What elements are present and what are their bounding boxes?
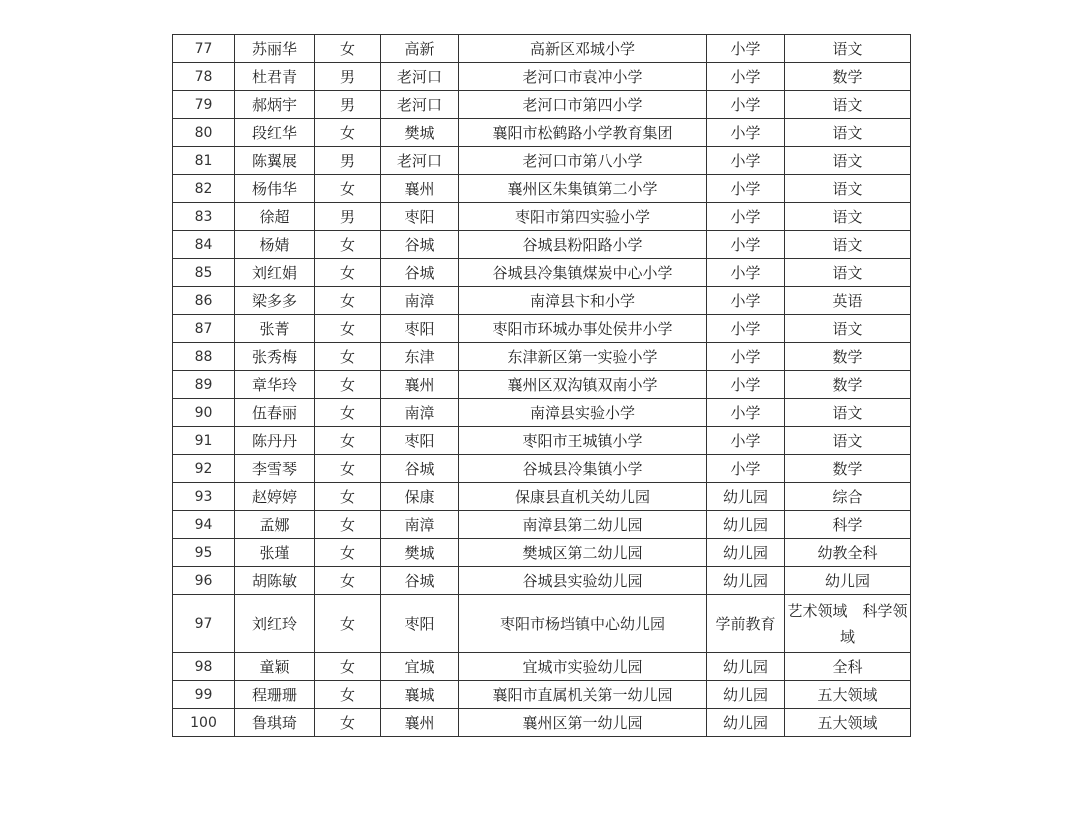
area-cell: 襄州: [381, 175, 459, 203]
row-number-cell: 85: [173, 259, 235, 287]
gender-cell: 男: [315, 63, 381, 91]
name-cell: 陈丹丹: [235, 427, 315, 455]
area-cell: 南漳: [381, 511, 459, 539]
school-level-cell: 幼儿园: [707, 681, 785, 709]
roster-table: [172, 34, 911, 737]
name-cell: 张菁: [235, 315, 315, 343]
gender-cell: 女: [315, 539, 381, 567]
school-cell: 南漳县卞和小学: [459, 287, 707, 315]
school-cell: 老河口市袁冲小学: [459, 63, 707, 91]
area-cell: 谷城: [381, 455, 459, 483]
name-cell: 梁多多: [235, 287, 315, 315]
gender-cell: 女: [315, 567, 381, 595]
school-cell: 枣阳市王城镇小学: [459, 427, 707, 455]
gender-cell: 女: [315, 175, 381, 203]
name-cell: 胡陈敏: [235, 567, 315, 595]
area-cell: 樊城: [381, 119, 459, 147]
table-row: [173, 63, 911, 91]
school-level-cell: 学前教育: [707, 595, 785, 653]
school-cell: 宜城市实验幼儿园: [459, 653, 707, 681]
table-row: [173, 511, 911, 539]
gender-cell: 女: [315, 511, 381, 539]
school-level-cell: 小学: [707, 315, 785, 343]
gender-cell: 女: [315, 259, 381, 287]
name-cell: 鲁琪琦: [235, 709, 315, 737]
gender-cell: 女: [315, 399, 381, 427]
area-cell: 老河口: [381, 91, 459, 119]
gender-cell: 女: [315, 709, 381, 737]
name-cell: 孟娜: [235, 511, 315, 539]
area-cell: 襄城: [381, 681, 459, 709]
school-level-cell: 幼儿园: [707, 539, 785, 567]
table-row: [173, 343, 911, 371]
subject-cell: 语文: [785, 315, 911, 343]
name-cell: 程珊珊: [235, 681, 315, 709]
subject-cell: 综合: [785, 483, 911, 511]
gender-cell: 女: [315, 119, 381, 147]
row-number-cell: 77: [173, 35, 235, 63]
subject-cell: 语文: [785, 175, 911, 203]
subject-cell: 语文: [785, 91, 911, 119]
name-cell: 杨婧: [235, 231, 315, 259]
area-cell: 宜城: [381, 653, 459, 681]
area-cell: 枣阳: [381, 203, 459, 231]
area-cell: 枣阳: [381, 427, 459, 455]
school-level-cell: 小学: [707, 231, 785, 259]
school-level-cell: 小学: [707, 203, 785, 231]
name-cell: 刘红娟: [235, 259, 315, 287]
subject-cell: 语文: [785, 259, 911, 287]
school-level-cell: 小学: [707, 91, 785, 119]
row-number-cell: 83: [173, 203, 235, 231]
school-level-cell: 小学: [707, 175, 785, 203]
school-level-cell: 小学: [707, 35, 785, 63]
school-level-cell: 小学: [707, 63, 785, 91]
table-row: [173, 175, 911, 203]
table-row: [173, 455, 911, 483]
subject-cell: 语文: [785, 119, 911, 147]
subject-cell: 艺术领域 科学领域: [785, 595, 911, 653]
area-cell: 枣阳: [381, 315, 459, 343]
table-row: [173, 681, 911, 709]
name-cell: 伍春丽: [235, 399, 315, 427]
subject-cell: 数学: [785, 63, 911, 91]
gender-cell: 女: [315, 653, 381, 681]
row-number-cell: 98: [173, 653, 235, 681]
row-number-cell: 97: [173, 595, 235, 653]
gender-cell: 女: [315, 681, 381, 709]
table-row: [173, 539, 911, 567]
name-cell: 杜君青: [235, 63, 315, 91]
area-cell: 老河口: [381, 147, 459, 175]
table-row: [173, 147, 911, 175]
row-number-cell: 100: [173, 709, 235, 737]
area-cell: 枣阳: [381, 595, 459, 653]
school-level-cell: 幼儿园: [707, 709, 785, 737]
school-cell: 老河口市第四小学: [459, 91, 707, 119]
row-number-cell: 79: [173, 91, 235, 119]
subject-cell: 英语: [785, 287, 911, 315]
school-level-cell: 小学: [707, 147, 785, 175]
table-row: [173, 91, 911, 119]
school-cell: 东津新区第一实验小学: [459, 343, 707, 371]
name-cell: 张瑾: [235, 539, 315, 567]
school-cell: 襄州区双沟镇双南小学: [459, 371, 707, 399]
row-number-cell: 99: [173, 681, 235, 709]
gender-cell: 女: [315, 35, 381, 63]
table-row: [173, 709, 911, 737]
area-cell: 南漳: [381, 287, 459, 315]
school-cell: 枣阳市第四实验小学: [459, 203, 707, 231]
school-cell: 襄阳市松鹤路小学教育集团: [459, 119, 707, 147]
subject-cell: 数学: [785, 343, 911, 371]
table-row: [173, 259, 911, 287]
gender-cell: 女: [315, 595, 381, 653]
area-cell: 谷城: [381, 259, 459, 287]
table-row: [173, 231, 911, 259]
table-row: [173, 483, 911, 511]
school-level-cell: 小学: [707, 287, 785, 315]
school-cell: 老河口市第八小学: [459, 147, 707, 175]
row-number-cell: 91: [173, 427, 235, 455]
school-level-cell: 幼儿园: [707, 653, 785, 681]
row-number-cell: 87: [173, 315, 235, 343]
name-cell: 段红华: [235, 119, 315, 147]
gender-cell: 女: [315, 483, 381, 511]
school-cell: 枣阳市环城办事处侯井小学: [459, 315, 707, 343]
subject-cell: 幼儿园: [785, 567, 911, 595]
row-number-cell: 94: [173, 511, 235, 539]
subject-cell: 数学: [785, 455, 911, 483]
gender-cell: 女: [315, 287, 381, 315]
gender-cell: 男: [315, 91, 381, 119]
roster-table-body: [173, 35, 911, 737]
school-level-cell: 小学: [707, 455, 785, 483]
row-number-cell: 89: [173, 371, 235, 399]
table-row: [173, 315, 911, 343]
school-cell: 谷城县粉阳路小学: [459, 231, 707, 259]
school-level-cell: 小学: [707, 119, 785, 147]
subject-cell: 五大领域: [785, 709, 911, 737]
roster-sheet: [172, 34, 910, 737]
subject-cell: 语文: [785, 203, 911, 231]
school-level-cell: 幼儿园: [707, 567, 785, 595]
table-row: [173, 595, 911, 653]
school-level-cell: 幼儿园: [707, 511, 785, 539]
row-number-cell: 96: [173, 567, 235, 595]
school-cell: 谷城县冷集镇小学: [459, 455, 707, 483]
gender-cell: 女: [315, 455, 381, 483]
area-cell: 保康: [381, 483, 459, 511]
school-cell: 谷城县冷集镇煤炭中心小学: [459, 259, 707, 287]
area-cell: 谷城: [381, 231, 459, 259]
gender-cell: 女: [315, 427, 381, 455]
school-cell: 谷城县实验幼儿园: [459, 567, 707, 595]
table-row: [173, 653, 911, 681]
name-cell: 陈翼展: [235, 147, 315, 175]
area-cell: 南漳: [381, 399, 459, 427]
area-cell: 樊城: [381, 539, 459, 567]
subject-cell: 数学: [785, 371, 911, 399]
subject-cell: 五大领域: [785, 681, 911, 709]
name-cell: 赵婷婷: [235, 483, 315, 511]
gender-cell: 男: [315, 147, 381, 175]
row-number-cell: 78: [173, 63, 235, 91]
subject-cell: 幼教全科: [785, 539, 911, 567]
school-cell: 襄州区朱集镇第二小学: [459, 175, 707, 203]
school-cell: 南漳县第二幼儿园: [459, 511, 707, 539]
school-cell: 襄州区第一幼儿园: [459, 709, 707, 737]
row-number-cell: 93: [173, 483, 235, 511]
gender-cell: 女: [315, 231, 381, 259]
area-cell: 襄州: [381, 709, 459, 737]
school-cell: 高新区邓城小学: [459, 35, 707, 63]
subject-cell: 语文: [785, 35, 911, 63]
school-level-cell: 小学: [707, 343, 785, 371]
table-row: [173, 35, 911, 63]
row-number-cell: 80: [173, 119, 235, 147]
row-number-cell: 90: [173, 399, 235, 427]
name-cell: 杨伟华: [235, 175, 315, 203]
school-cell: 襄阳市直属机关第一幼儿园: [459, 681, 707, 709]
school-level-cell: 幼儿园: [707, 483, 785, 511]
name-cell: 李雪琴: [235, 455, 315, 483]
subject-cell: 语文: [785, 399, 911, 427]
row-number-cell: 92: [173, 455, 235, 483]
table-row: [173, 371, 911, 399]
subject-cell: 语文: [785, 427, 911, 455]
area-cell: 谷城: [381, 567, 459, 595]
name-cell: 郝炳宇: [235, 91, 315, 119]
school-level-cell: 小学: [707, 427, 785, 455]
row-number-cell: 81: [173, 147, 235, 175]
name-cell: 刘红玲: [235, 595, 315, 653]
school-level-cell: 小学: [707, 371, 785, 399]
table-row: [173, 203, 911, 231]
school-level-cell: 小学: [707, 259, 785, 287]
subject-cell: 语文: [785, 231, 911, 259]
table-row: [173, 567, 911, 595]
area-cell: 东津: [381, 343, 459, 371]
name-cell: 苏丽华: [235, 35, 315, 63]
name-cell: 张秀梅: [235, 343, 315, 371]
gender-cell: 女: [315, 315, 381, 343]
subject-cell: 全科: [785, 653, 911, 681]
subject-cell: 科学: [785, 511, 911, 539]
area-cell: 高新: [381, 35, 459, 63]
gender-cell: 女: [315, 371, 381, 399]
area-cell: 襄州: [381, 371, 459, 399]
school-cell: 枣阳市杨垱镇中心幼儿园: [459, 595, 707, 653]
school-cell: 南漳县实验小学: [459, 399, 707, 427]
name-cell: 童颖: [235, 653, 315, 681]
table-row: [173, 399, 911, 427]
area-cell: 老河口: [381, 63, 459, 91]
row-number-cell: 84: [173, 231, 235, 259]
gender-cell: 女: [315, 343, 381, 371]
table-row: [173, 119, 911, 147]
row-number-cell: 88: [173, 343, 235, 371]
name-cell: 徐超: [235, 203, 315, 231]
table-row: [173, 287, 911, 315]
name-cell: 章华玲: [235, 371, 315, 399]
school-level-cell: 小学: [707, 399, 785, 427]
school-cell: 保康县直机关幼儿园: [459, 483, 707, 511]
table-row: [173, 427, 911, 455]
gender-cell: 男: [315, 203, 381, 231]
subject-cell: 语文: [785, 147, 911, 175]
row-number-cell: 86: [173, 287, 235, 315]
school-cell: 樊城区第二幼儿园: [459, 539, 707, 567]
row-number-cell: 95: [173, 539, 235, 567]
row-number-cell: 82: [173, 175, 235, 203]
